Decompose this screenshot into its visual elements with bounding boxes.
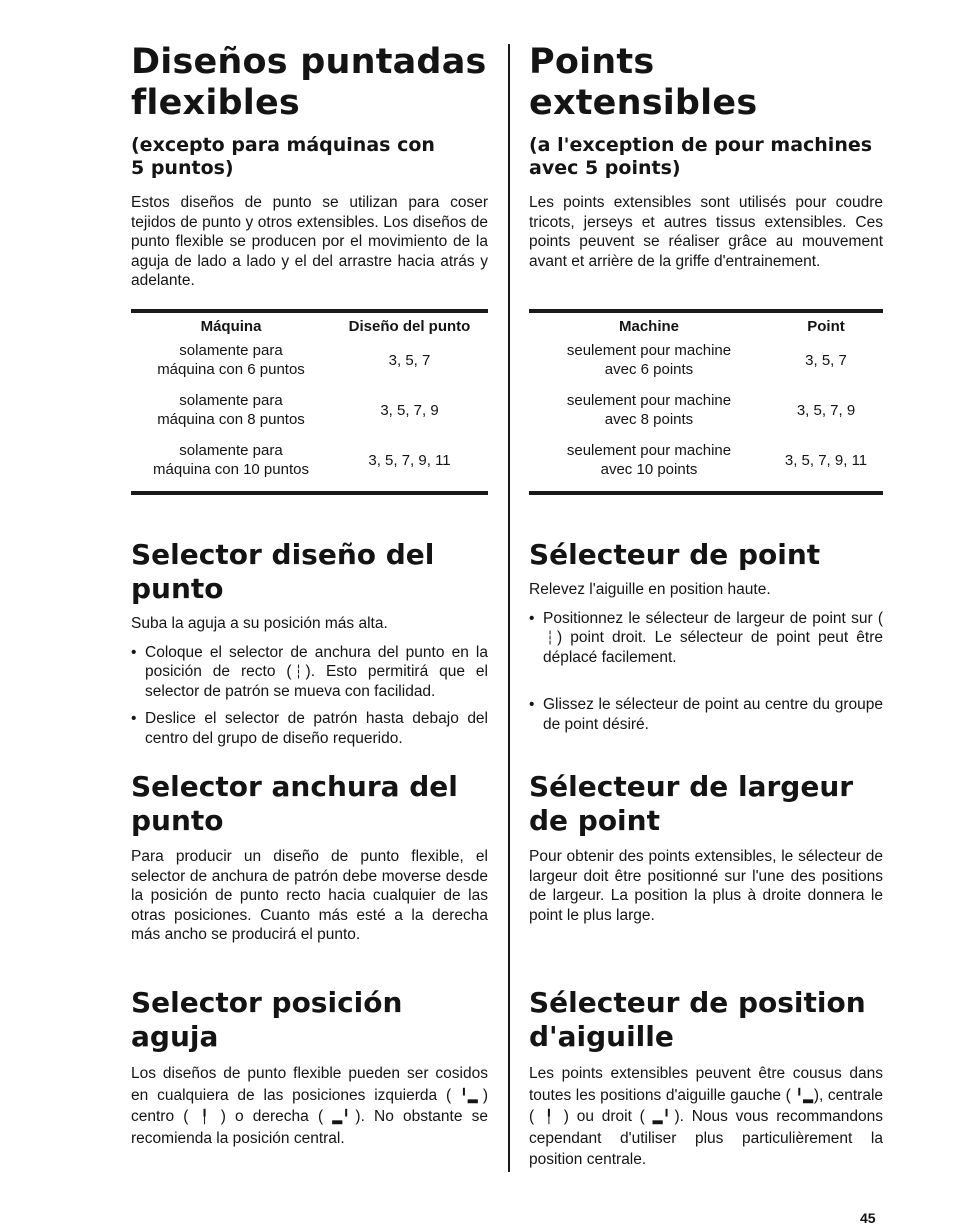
spanish-width-selector-section [131, 770, 488, 945]
table-row [529, 385, 883, 435]
french-intro: Les points extensibles sont utilisés pour coudre tricots, jerseys et autres tissus extensibles. Ces points peuvent se réaliser grâce au mouvement avant et arrière de la griffe d'entrainement. [529, 194, 883, 270]
page-number: 45 [860, 1210, 876, 1226]
table-row [529, 435, 883, 485]
spanish-subtitle: (excepto para máquinas con 5 puntos) [131, 134, 435, 179]
table-cell-machine: solamente para máquina con 6 puntos [157, 341, 305, 378]
straight-stitch-icon: ┆ [294, 664, 303, 679]
table-cell-pattern: 3, 5, 7, 9, 11 [368, 451, 451, 469]
needle-center-icon: ╿ [545, 1109, 553, 1124]
french-machine-table [529, 309, 883, 495]
table-cell-machine: solamente para máquina con 10 puntos [153, 441, 309, 478]
spanish-width-selector-text: Para producir un diseño de punto flexible, el selector de anchura de patrón debe moverse desde la posición de punto recto hacia cualquier de las otras posiciones. Cuanto más esté a la derecha más ancho se producirá el punto. [131, 848, 488, 943]
spanish-pattern-selector-heading: Selector diseño del punto [131, 538, 435, 605]
table-cell-pattern: 3, 5, 7 [388, 351, 431, 369]
table-cell-machine: solamente para máquina con 8 puntos [157, 391, 305, 428]
list-item: • Positionnez le sélecteur de largeur de point sur (┆ ) point droit. Le sélecteur de point peut être déplacé facilement. [529, 609, 883, 668]
french-title-block [529, 42, 883, 180]
french-width-selector-heading: Sélecteur de largeur de point [529, 770, 854, 837]
table-header [529, 313, 883, 335]
needle-left-icon: ╹▂ [459, 1087, 478, 1103]
column-divider [508, 44, 510, 1172]
spanish-title: Diseños puntadas flexibles [131, 42, 487, 123]
table-row [131, 385, 488, 435]
french-needle-selector-text: Les points extensibles peuvent être cousus dans toutes les positions d'aiguille gauche ( ╹▂ ), centrale ( ╿ ) ou droit ( ▂╹ ). Nous vous recommandons cependant d'utiliser plus particulièrement la position centrale. [529, 1065, 884, 1168]
table-cell-pattern: 3, 5, 7, 9, 11 [784, 451, 868, 469]
french-needle-selector-heading: Sélecteur de position d'aiguille [529, 986, 866, 1053]
french-width-selector-text: Pour obtenir des points extensibles, le sélecteur de largeur doit être positionné sur l'une des positions de largeur. La position la plus à droite donnera le point le plus large. [529, 848, 883, 924]
table-cell-machine: seulement pour machine avec 10 points [566, 441, 732, 478]
needle-right-icon: ▂╹ [652, 1109, 671, 1124]
spanish-intro: Estos diseños de punto se utilizan para coser tejidos de punto y otros extensibles. Los diseños de punto flexible se producen por el movimiento de la aguja de lado a lado y el del arrastre hacia atrás y adelante. [131, 194, 488, 289]
table-header-pattern: Point [807, 318, 845, 335]
table-header-pattern: Diseño del punto [348, 318, 471, 335]
needle-left-icon: ╹▂ [795, 1087, 814, 1103]
spanish-pattern-selector-text: Suba la aguja a su posición más alta. [131, 615, 388, 632]
spanish-pattern-selector-list [131, 643, 488, 749]
french-needle-selector-section [529, 986, 883, 1171]
table-header-machine: Machine [618, 318, 679, 335]
french-pattern-selector-section [529, 538, 883, 734]
french-subtitle: (a l'exception de pour machines avec 5 points) [529, 134, 873, 179]
table-cell-pattern: 3, 5, 7, 9 [796, 401, 856, 419]
table-cell-pattern: 3, 5, 7, 9 [380, 401, 439, 419]
table-cell-machine: seulement pour machine avec 8 points [566, 391, 732, 428]
table-header-machine: Máquina [200, 318, 262, 335]
spanish-needle-selector-section [131, 986, 488, 1149]
needle-right-icon: ▂╹ [332, 1109, 351, 1124]
spanish-pattern-selector-section [131, 538, 488, 748]
spanish-title-block [131, 42, 488, 180]
needle-center-icon: ╿ [200, 1109, 209, 1124]
french-pattern-selector-text: Relevez l'aiguille en position haute. [529, 581, 771, 598]
french-title: Points extensibles [529, 42, 758, 123]
table-row [529, 335, 883, 385]
spanish-needle-selector-text: Los diseños de punto flexible pueden ser cosidos en cualquiera de las posiciones izquierda ( ╹▂ ) centro ( ╿ ) o derecha ( ▂╹ ). No obstante se recomienda la posición central. [131, 1065, 488, 1147]
table-cell-machine: seulement pour machine avec 6 points [566, 341, 732, 378]
french-pattern-selector-heading: Sélecteur de point [529, 538, 821, 571]
list-item: • Glissez le sélecteur de point au centre du groupe de point désiré. [529, 695, 883, 734]
french-pattern-selector-list [529, 609, 883, 735]
list-item: • Deslice el selector de patrón hasta debajo del centro del grupo de diseño requerido. [131, 709, 488, 748]
straight-stitch-icon: ┆ [546, 630, 554, 645]
french-width-selector-section [529, 770, 883, 925]
list-item: • Coloque el selector de anchura del punto en la posición de recto ( ┆ ). Esto permitirá que el selector de patrón se mueva con facilidad. [131, 643, 488, 702]
spanish-machine-table [131, 309, 488, 495]
spanish-needle-selector-heading: Selector posición aguja [131, 986, 403, 1053]
table-header [131, 313, 488, 335]
spanish-width-selector-heading: Selector anchura del punto [131, 770, 458, 837]
table-row [131, 435, 488, 485]
table-row [131, 335, 488, 385]
table-cell-pattern: 3, 5, 7 [805, 351, 847, 369]
